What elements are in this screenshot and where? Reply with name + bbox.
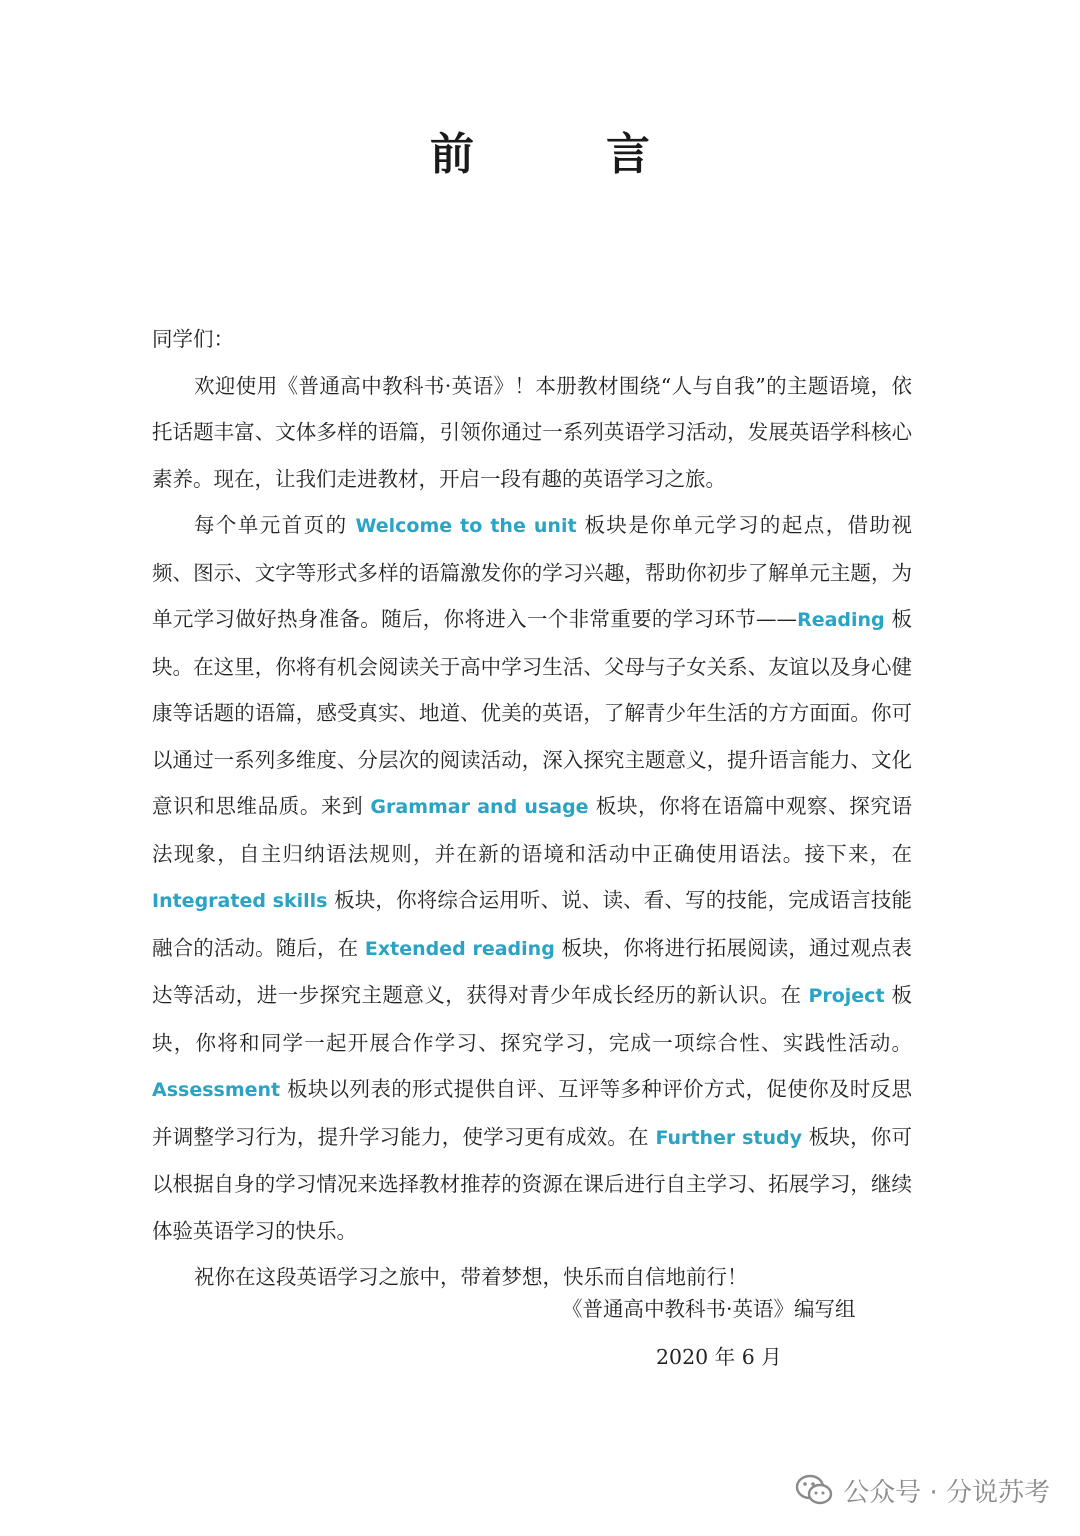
paragraph-intro: 欢迎使用《普通高中教科书·英语》！本册教材围绕“人与自我”的主题语境，依托话题丰富、文体多样的语篇，引领你通过一系列英语学习活动，发展英语学科核心素养。现在，让我们走进教材，开启一段有趣的英语学习之旅。 (152, 373, 912, 491)
text-span: 板块以列表的形式提供自评、互评等多种评价方式，促使你及时反思并调整学习行为，提升学习能力，使学习更有成效。在 (152, 1077, 912, 1149)
text-span: 板块，你将进行拓展阅读，通过观点表达等活动，进一步探究主题意义，获得对青少年成长经历的新认识。在 (152, 935, 912, 1007)
preface-body (152, 316, 912, 1301)
module-name-integrated-skills: Integrated skills (152, 890, 328, 912)
page-title: 前 言 (430, 129, 694, 180)
text-span: 板块。在这里，你将有机会阅读关于高中学习生活、父母与子女关系、友谊以及身心健康等话题的语篇，感受真实、地道、优美的英语，了解青少年生活的方方面面。你可以通过一系列多维度、分层次的阅读活动，深入探究主题意义，提升语言能力、文化意识和思维品质。来到 (152, 607, 912, 818)
signature: 《普通高中教科书·英语》编写组 (562, 1297, 856, 1321)
greeting: 同学们： (152, 327, 234, 351)
text-span: 板块是你单元学习的起点，借助视频、图示、文字等形式多样的语篇激发你的学习兴趣，帮助你初步了解单元主题，为单元学习做好热身准备。随后，你将进入一个非常重要的学习环节—— (152, 513, 912, 631)
paragraph-closing: 祝你在这段英语学习之旅中，带着梦想，快乐而自信地前行！ (194, 1265, 748, 1289)
watermark-text: 公众号 · 分说苏考 (843, 1477, 1050, 1508)
text-span: 每个单元首页的 (194, 513, 356, 537)
wechat-icon (795, 1473, 833, 1507)
text-span: 板块，你将和同学一起开展合作学习、探究学习，完成一项综合性、实践性活动。 (152, 983, 912, 1055)
module-name-grammar: Grammar and usage (370, 796, 589, 818)
module-name-assessment: Assessment (152, 1079, 281, 1101)
module-name-project: Project (808, 985, 885, 1007)
date: 2020 年 6 月 (656, 1345, 782, 1369)
module-name-reading: Reading (797, 609, 885, 631)
module-name-further-study: Further study (655, 1126, 802, 1149)
module-name-welcome: Welcome to the unit (355, 515, 577, 537)
watermark (795, 1470, 1050, 1510)
text-span: 板块，你将在语篇中观察、探究语法现象，自主归纳语法规则，并在新的语境和活动中正确使用语法。接下来，在 (152, 794, 912, 866)
paragraph-modules (152, 502, 912, 1254)
text-span: 板块，你可以根据自身的学习情况来选择教材推荐的资源在课后进行自主学习、拓展学习，继续体验英语学习的快乐。 (152, 1124, 912, 1243)
module-name-extended-reading: Extended reading (364, 937, 555, 960)
text-span: 板块，你将综合运用听、说、读、看、写的技能，完成语言技能融合的活动。随后，在 (152, 888, 912, 960)
